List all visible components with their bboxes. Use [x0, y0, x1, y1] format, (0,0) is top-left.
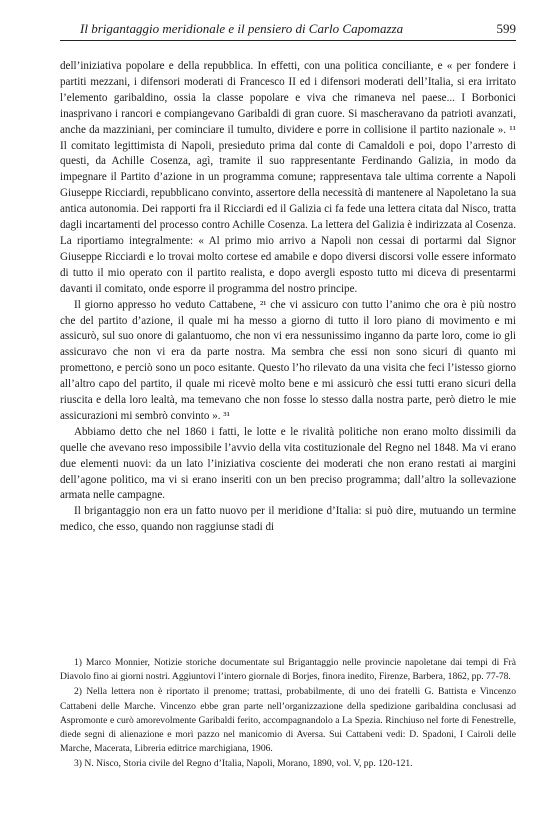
running-header: [60, 18, 516, 41]
running-title: Il brigantaggio meridionale e il pensiero di Carlo Capomazza: [80, 21, 404, 36]
paragraph: Il giorno appresso ho veduto Cattabene, ²¹ che vi assicuro con tutto l’animo che ora è più nostro che del partito d’azione, il quale mi ha messo a giorno di tutto il loro piano di movimento e mi assicurò, sul suo onore di galantuomo, che non vi era nessunissimo inganno da parte loro, come io gli assicuravo che non vi era da parte nostra. Ma sembra che essi non sono sicuri di quanto mi promettono, e perciò sono un poco esitante. Questo l’ho rilevato da una visita che feci l’istesso giorno all’altro capo del partito, il quale mi ricevè molto bene e mi assicurò che essi tutti erano sicuri della riuscita e della loro lealtà, ma temevano che non fosse lo stesso dalla nostra parte, però dietro le mie assicurazioni mi sembrò convinto ». ³¹: [60, 298, 516, 422]
footnote: 1) Marco Monnier, Notizie storiche documentate sul Brigantaggio nelle provincie napoletane dai tempi di Frà Diavolo fino ai giorni nostri. Aggiuntovi l’intero giornale di Borjes, finora inedito, Firenze, Barbera, 1862, pp. 77-78.: [60, 657, 516, 683]
page-number: 599: [496, 21, 516, 36]
paragraph: Abbiamo detto che nel 1860 i fatti, le lotte e le rivalità politiche non erano molto dissimili da quelle che avevano reso impossibile l’avvio della vita costituzionale del Regno nel 1848. Ma vi erano due elementi nuovi: da un lato l’iniziativa cosciente dei moderati che non erano restati ai margini dell’agone politico, ma vi si erano inseriti con un ben preciso programma; dall’altro la sollevazione armata nelle campagne.: [60, 425, 516, 502]
footnote: 3) N. Nisco, Storia civile del Regno d’Italia, Napoli, Morano, 1890, vol. V, pp. 120-121.: [74, 758, 413, 770]
body-text: [60, 59, 516, 536]
paragraph: Il brigantaggio non era un fatto nuovo per il meridione d’Italia: si può dire, mutuando un termine medico, che esso, quando non raggiunse stadi di: [60, 505, 516, 534]
paragraph: dell’iniziativa popolare e della repubblica. In effetti, con una politica conciliante, e « per fondere i partiti mezzani, i difensori moderati di Francesco II ed i difensori moderati dell’Italia, si era irritato l’elemento garibaldino, ossia la classe popolare e viva che rimaneva nel paese... I Borbonici inasprivano i rancori e compiangevano Garibaldi di gran cuore. Si mascheravano da patrioti avanzati, anche da mazziniani, per cominciare il tumulto, dividere e porre in collisione il partito nazionale ». ¹¹ Il comitato legittimista di Napoli, presieduto prima dal conte di Camaldoli e poi, dopo l’arresto di questi, da Achille Cosenza, agì, tramite il suo rappresentante Ferdinando Galizia, in modo da impegnare il Partito d’azione in un programma comune; rappresentava tale ultima corrente a Napoli Giuseppe Ricciardi, repubblicano convinto, assertore della necessità di mantenere al Napoletano la sua antica autonomia. Dei rapporti fra il Ricciardi ed il Galizia ci fa fede una lettera citata dal Nisco, tratta dagli incartamenti del processo contro Achille Cosenza. La lettera del Galizia è indirizzata al Cosenza. La riportiamo integralmente: « Al primo mio arrivo a Napoli non cessai di portarmi dal Signor Giuseppe Ricciardi e lo trovai molto cortese ed amabile e dopo diversi discorsi volle essere informato di tutto il mio operato con il partito realista, e dopo avergli esposto tutto mi diceva di presentarmi davanti il comitato, onde esporre il programma del nostro principe.: [60, 60, 516, 295]
footnote: 2) Nella lettera non è riportato il prenome; trattasi, probabilmente, di uno dei fratelli G. Battista e Vincenzo Cattabeni delle Marche. Vincenzo ebbe gran parte nell’organizzazione della spedizione garibaldina conclusasi ad Aspromonte e curò amorevolmente Garibaldi ferito, accompagnandolo a La Spezia. Rinchiuso nel forte di Fenestrelle, diede segni di alienazione e morì pazzo nel manicomio di Aversa. Sui Cattabeni vedi: D. Spadoni, I Cairoli delle Marche, Macerata, Libreria editrice marchigiana, 1906.: [60, 686, 516, 755]
footnotes: [60, 656, 516, 773]
